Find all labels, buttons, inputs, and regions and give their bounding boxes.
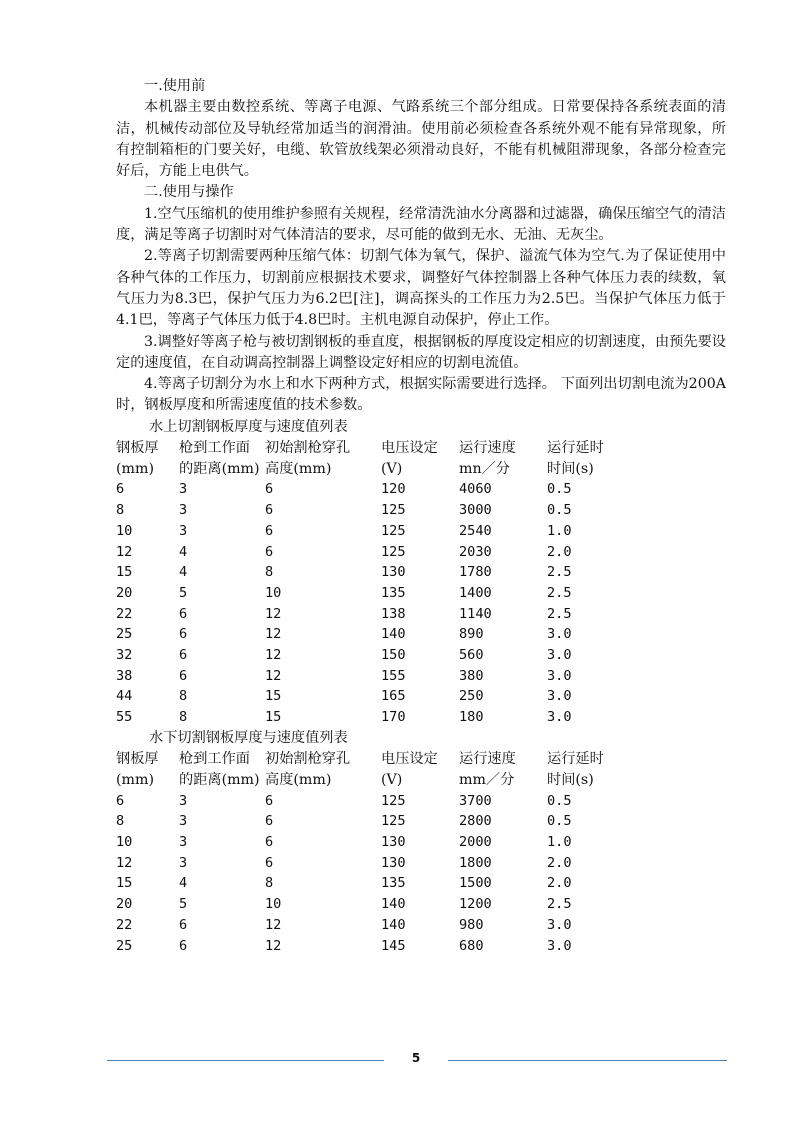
table-cell: 12 [265, 916, 282, 933]
table-cell: 1780 [459, 564, 492, 581]
table-cell: 运行延时 [547, 751, 604, 768]
table-row [116, 604, 656, 625]
paragraph-item-4: 4.等离子切割分为水上和水下两种方式，根据实际需要进行选择。 下面列出切割电流为200A时，钢板厚度和所需速度值的技术参数。 [116, 376, 726, 414]
table-cell: 电压设定 [381, 440, 438, 457]
table-cell: 170 [381, 709, 406, 726]
table-cell: 3 [179, 792, 188, 809]
table-cell: 6 [179, 605, 188, 622]
table-cell: 2.5 [547, 605, 572, 622]
table-cell: 8 [265, 564, 274, 581]
table-cell: 2000 [459, 834, 492, 850]
table-cell: 初始割枪穿孔 [265, 440, 351, 457]
table-above-caption: 水上切割钢板厚度与速度值列表 [149, 418, 348, 435]
table-cell: 138 [381, 605, 406, 622]
table-cell: 初始割枪穿孔 [265, 751, 351, 768]
table-above-water [116, 438, 656, 728]
table-cell: 1800 [459, 854, 492, 871]
section-heading-operation: 二.使用与操作 [144, 184, 234, 201]
table-cell: 250 [459, 688, 484, 705]
table-cell: 1.0 [547, 522, 572, 539]
table-cell: 6 [265, 543, 274, 560]
table-cell: 0.5 [547, 502, 572, 519]
table-cell: 1500 [459, 875, 492, 892]
paragraph-item-1: 1.空气压缩机的使用维护参照有关规程，经常清洗油水分离器和过滤器，确保压缩空气的清洁度，满足等离子切割时对气体清洁的要求，尽可能的做到无水、无油、无灰尘。 [116, 205, 726, 244]
table-cell: 12 [265, 605, 282, 622]
table-cell: 5 [179, 896, 188, 913]
table-cell: 6 [179, 647, 188, 664]
table-cell: 6 [179, 626, 188, 643]
footer-rule-right [448, 1060, 727, 1061]
table-cell: 10 [265, 584, 282, 601]
table-cell: 枪到工作面 [179, 440, 250, 457]
table-cell: 3.0 [547, 937, 572, 954]
table-cell: mm／分 [459, 771, 515, 788]
table-cell: 125 [381, 502, 406, 519]
paragraph-before-use: 本机器主要由数控系统、等离子电源、气路系统三个部分组成。日常要保持各系统表面的清洁，机械传动部位及导轨经常加适当的润滑油。使用前必须检查各系统外观不能有异常现象，所有控制箱柜的门要关好，电缆、软管放线架必须滑动良好，不能有机械阻滞现象，各部分检查完好后，方能上电供气。 [116, 99, 726, 180]
table-cell: 8 [179, 709, 188, 726]
table-cell: 130 [381, 834, 406, 850]
table-cell: 125 [381, 813, 406, 830]
table-cell: 3 [179, 502, 188, 519]
table-header-row [116, 770, 656, 791]
table-cell: 165 [381, 688, 406, 705]
table-row [116, 583, 656, 604]
table-cell: 145 [381, 937, 406, 954]
table-cell: 0.5 [547, 481, 572, 498]
table-cell: 6 [265, 522, 274, 539]
document-body [116, 76, 726, 956]
table-cell: 1200 [459, 896, 492, 913]
table-cell: 38 [116, 667, 133, 684]
table-cell: (V) [381, 771, 403, 788]
table-cell: 3.0 [547, 667, 572, 684]
table-cell: 12 [116, 854, 133, 871]
table-cell: 1.0 [547, 834, 572, 850]
table-cell: 3 [179, 834, 188, 850]
table-cell: 44 [116, 688, 133, 705]
table-cell: mn／分 [459, 460, 510, 477]
table-cell: 6 [116, 481, 125, 498]
table-cell: 25 [116, 626, 133, 643]
table-cell: 2.5 [547, 584, 572, 601]
table-cell: 135 [381, 875, 406, 892]
table-cell: (mm) [116, 460, 154, 477]
table-cell: 4 [179, 543, 188, 560]
table-row [116, 542, 656, 563]
table-cell: 2.0 [547, 854, 572, 871]
table-row [116, 936, 656, 957]
table-cell: 3 [179, 522, 188, 539]
table-cell: 3 [179, 481, 188, 498]
table-row [116, 562, 656, 583]
table-cell: 2.5 [547, 896, 572, 913]
table-cell: 6 [265, 813, 274, 830]
table-cell: 时间(s) [547, 460, 594, 477]
table-cell: 4060 [459, 481, 492, 498]
table-cell: 6 [265, 481, 274, 498]
table-cell: 1140 [459, 605, 492, 622]
table-cell: 运行速度 [459, 440, 516, 457]
table-cell: 6 [179, 937, 188, 954]
table-cell: 2.5 [547, 564, 572, 581]
table-cell: 125 [381, 522, 406, 539]
paragraph-item-3: 3.调整好等离子枪与被切割钢板的垂直度，根据钢板的厚度设定相应的切割速度，由预先要设定的速度值，在自动调高控制器上调整设定好相应的切割电流值。 [116, 333, 726, 371]
table-cell: 2.0 [547, 875, 572, 892]
table-cell: 3000 [459, 502, 492, 519]
table-cell: 高度(mm) [265, 771, 332, 788]
table-row [116, 479, 656, 500]
table-cell: 5 [179, 584, 188, 601]
table-row [116, 853, 656, 874]
table-cell: 10 [265, 896, 282, 913]
table-cell: 3.0 [547, 647, 572, 664]
table-cell: 4 [179, 875, 188, 892]
table-row [116, 791, 656, 812]
table-row [116, 686, 656, 707]
table-cell: 140 [381, 626, 406, 643]
table-cell: 1400 [459, 584, 492, 601]
table-header-row [116, 438, 656, 459]
table-cell: 890 [459, 626, 484, 643]
table-cell: 2800 [459, 813, 492, 830]
table-cell: 高度(mm) [265, 460, 332, 477]
table-cell: 125 [381, 792, 406, 809]
table-cell: 120 [381, 481, 406, 498]
table-cell: 的距离(mm) [179, 460, 260, 477]
table-cell: 8 [265, 875, 274, 892]
table-cell: 20 [116, 896, 133, 913]
table-cell: 3.0 [547, 709, 572, 726]
table-row [116, 811, 656, 832]
table-cell: 枪到工作面 [179, 751, 250, 768]
table-under-water [116, 749, 656, 956]
table-cell: (V) [381, 460, 403, 477]
table-cell: 140 [381, 896, 406, 913]
table-cell: 8 [116, 813, 125, 830]
table-cell: 12 [265, 626, 282, 643]
table-cell: 3 [179, 813, 188, 830]
table-cell: 12 [265, 667, 282, 684]
table-cell: 钢板厚 [116, 440, 159, 457]
table-cell: 135 [381, 584, 406, 601]
table-cell: 560 [459, 647, 484, 664]
table-cell: 6 [265, 792, 274, 809]
table-cell: 150 [381, 647, 406, 664]
table-cell: 32 [116, 647, 133, 664]
table-cell: 15 [265, 709, 282, 726]
table-cell: 6 [265, 854, 274, 871]
table-cell: 电压设定 [381, 751, 438, 768]
table-cell: 10 [116, 834, 133, 850]
table-cell: 3.0 [547, 688, 572, 705]
table-cell: 2540 [459, 522, 492, 539]
table-cell: 运行速度 [459, 751, 516, 768]
table-cell: 3.0 [547, 916, 572, 933]
table-cell: 12 [265, 937, 282, 954]
table-row [116, 832, 656, 853]
table-row [116, 873, 656, 894]
table-cell: 时间(s) [547, 771, 594, 788]
footer-rule-left [107, 1060, 384, 1061]
table-cell: 140 [381, 916, 406, 933]
table-cell: 12 [265, 647, 282, 664]
table-cell: 3 [179, 854, 188, 871]
table-cell: 130 [381, 854, 406, 871]
table-cell: 15 [265, 688, 282, 705]
table-cell: 55 [116, 709, 133, 726]
table-cell: 0.5 [547, 792, 572, 809]
table-cell: 2.0 [547, 543, 572, 560]
table-cell: 6 [265, 834, 274, 850]
table-cell: 3700 [459, 792, 492, 809]
table-cell: 8 [116, 502, 125, 519]
table-cell: 12 [116, 543, 133, 560]
table-cell: 的距离(mm) [179, 771, 260, 788]
table-cell: 6 [179, 916, 188, 933]
table-cell: 380 [459, 667, 484, 684]
table-cell: 25 [116, 937, 133, 954]
table-cell: 22 [116, 605, 133, 622]
table-cell: (mm) [116, 771, 154, 788]
table-cell: 20 [116, 584, 133, 601]
table-cell: 钢板厚 [116, 751, 159, 768]
table-row [116, 645, 656, 666]
table-cell: 运行延时 [547, 440, 604, 457]
table-header-row [116, 459, 656, 480]
table-cell: 680 [459, 937, 484, 954]
table-cell: 15 [116, 564, 133, 581]
paragraph-item-2: 2.等离子切割需要两种压缩气体：切割气体为氧气，保护、溢流气体为空气.为了保证使用中各种气体的工作压力，切割前应根据技术要求，调整好气体控制器上各种气体压力表的续数，氧气压力为8.3巴，保护气压力为6.2巴[注]，调高探头的工作压力为2.5巴。当保护气体压力低于4.1巴，等离子气体压力低于4.8巴时。主机电源自动保护，停止工作。 [116, 248, 726, 329]
table-cell: 130 [381, 564, 406, 581]
page-footer [107, 1050, 727, 1072]
table-row [116, 915, 656, 936]
table-row [116, 521, 656, 542]
table-row [116, 894, 656, 915]
section-heading-before-use: 一.使用前 [144, 78, 206, 94]
table-cell: 8 [179, 688, 188, 705]
table-cell: 2030 [459, 543, 492, 560]
table-cell: 6 [116, 792, 125, 809]
table-cell: 15 [116, 875, 133, 892]
table-row [116, 624, 656, 645]
table-cell: 155 [381, 667, 406, 684]
table-cell: 22 [116, 916, 133, 933]
table-cell: 4 [179, 564, 188, 581]
table-cell: 3.0 [547, 626, 572, 643]
table-row [116, 500, 656, 521]
table-row [116, 707, 656, 728]
table-cell: 6 [265, 502, 274, 519]
page-number: 5 [411, 1051, 421, 1065]
table-cell: 6 [179, 667, 188, 684]
table-cell: 125 [381, 543, 406, 560]
table-under-caption: 水下切割钢板厚度与速度值列表 [149, 729, 348, 746]
table-header-row [116, 749, 656, 770]
table-cell: 180 [459, 709, 484, 726]
table-cell: 0.5 [547, 813, 572, 830]
table-row [116, 666, 656, 687]
table-cell: 10 [116, 522, 133, 539]
table-cell: 980 [459, 916, 484, 933]
